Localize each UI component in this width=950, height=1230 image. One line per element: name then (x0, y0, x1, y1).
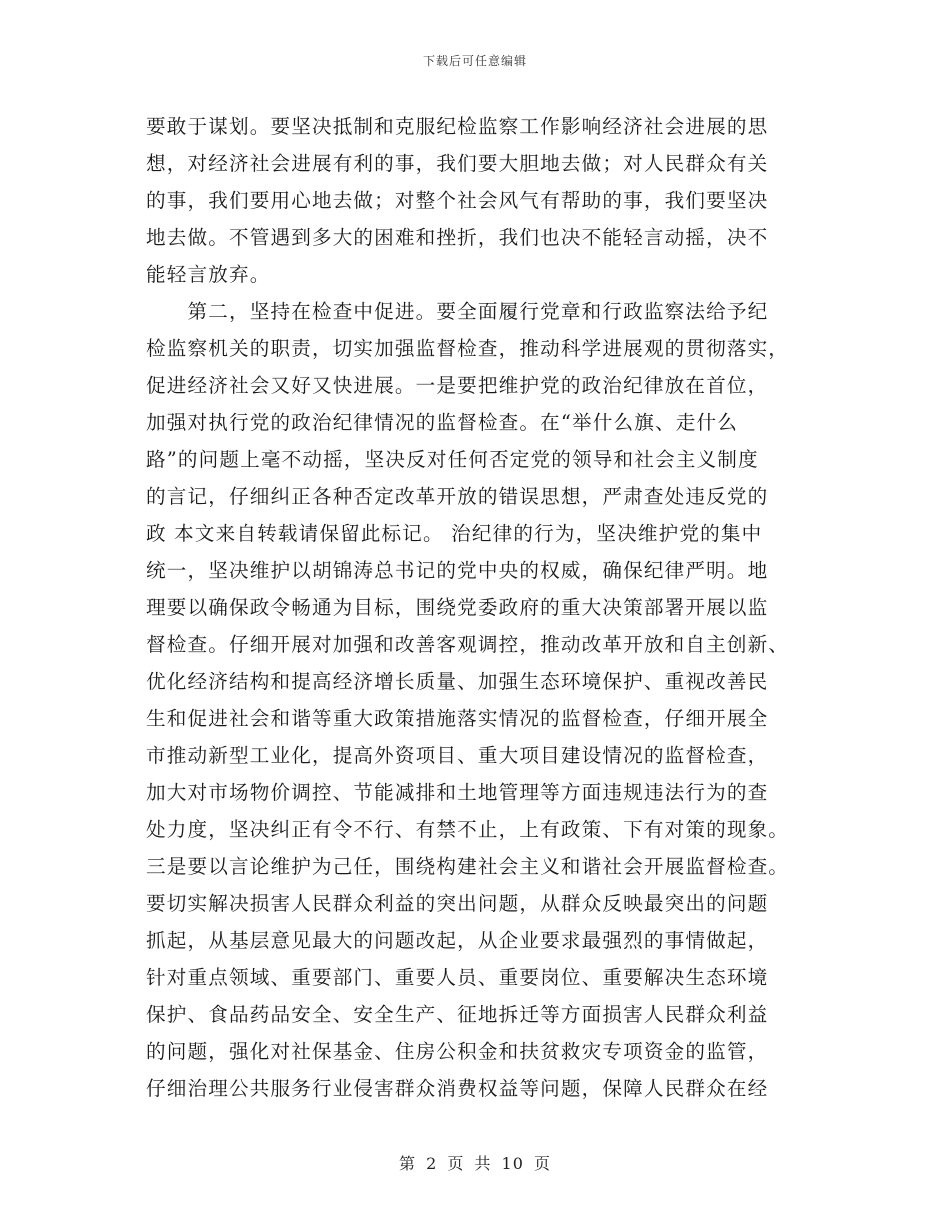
page-footer: 第 2 页 共 10 页 (399, 1154, 551, 1173)
text-line: 生和促进社会和谐等重大政策措施落实情况的监督检查，仔细开展全 (146, 707, 769, 730)
document-body (146, 108, 816, 1107)
text-line: 督检查。仔细开展对加强和改善客观调控，推动改革开放和自主创新、 (146, 633, 790, 656)
text-line: 优化经济结构和提高经济增长质量、加强生态环境保护、重视改善民 (146, 670, 769, 693)
text-line: 针对重点领域、重要部门、重要人员、重要岗位、重要解决生态环境 (146, 966, 769, 989)
text-line: 抓起，从基层意见最大的问题改起，从企业要求最强烈的事情做起， (146, 929, 769, 952)
text-line: 要敢于谋划。要坚决抵制和克服纪检监察工作影响经济社会进展的思 (146, 115, 769, 138)
text-line: 促进经济社会又好又快进展。一是要把维护党的政治纪律放在首位， (146, 374, 769, 397)
text-line: 的事，我们要用心地去做；对整个社会风气有帮助的事，我们要坚决 (146, 189, 769, 212)
text-line: 要切实解决损害人民群众利益的突出问题，从群众反映最突出的问题 (146, 892, 769, 915)
text-line: 理要以确保政令畅通为目标，围绕党委政府的重大决策部署开展以监 (146, 596, 769, 619)
text-line: 统一，坚决维护以胡锦涛总书记的党中央的权威，确保纪律严明。地 (146, 559, 769, 582)
text-line: 检监察机关的职责，切实加强监督检查，推动科学进展观的贯彻落实， (146, 337, 790, 360)
text-line: 处力度，坚决纠正有令不行、有禁不止，上有政策、下有对策的现象。 (146, 818, 790, 841)
text-line: 的问题，强化对社保基金、住房公积金和扶贫救灾专项资金的监管， (146, 1040, 769, 1063)
text-line: 保护、食品药品安全、安全生产、征地拆迁等方面损害人民群众利益 (146, 1003, 769, 1026)
text-line: 地去做。不管遇到多大的困难和挫折，我们也决不能轻言动摇，决不 (146, 226, 769, 249)
text-line: 路”的问题上毫不动摇，坚决反对任何否定党的领导和社会主义制度 (146, 448, 759, 471)
text-line: 政 本文来自转载请保留此标记。 治纪律的行为，坚决维护党的集中 (146, 522, 763, 545)
text-line: 三是要以言论维护为己任，围绕构建社会主义和谐社会开展监督检查。 (146, 855, 790, 878)
text-line: 的言记，仔细纠正各种否定改革开放的错误思想，严肃查处违反党的 (146, 485, 769, 508)
text-line: 第二，坚持在检查中促进。要全面履行党章和行政监察法给予纪 (146, 300, 769, 323)
text-line: 仔细治理公共服务行业侵害群众消费权益等问题，保障人民群众在经 (146, 1077, 769, 1100)
page-header: 下载后可任意编辑 (422, 54, 527, 68)
text-line: 市推动新型工业化，提高外资项目、重大项目建设情况的监督检查， (146, 744, 769, 767)
text-line: 加强对执行党的政治纪律情况的监督检查。在“举什么旗、走什么 (146, 411, 738, 434)
text-line: 能轻言放弃。 (146, 263, 271, 286)
text-line: 加大对市场物价调控、节能减排和土地管理等方面违规违法行为的查 (146, 781, 769, 804)
text-line: 想，对经济社会进展有利的事，我们要大胆地去做；对人民群众有关 (146, 152, 769, 175)
